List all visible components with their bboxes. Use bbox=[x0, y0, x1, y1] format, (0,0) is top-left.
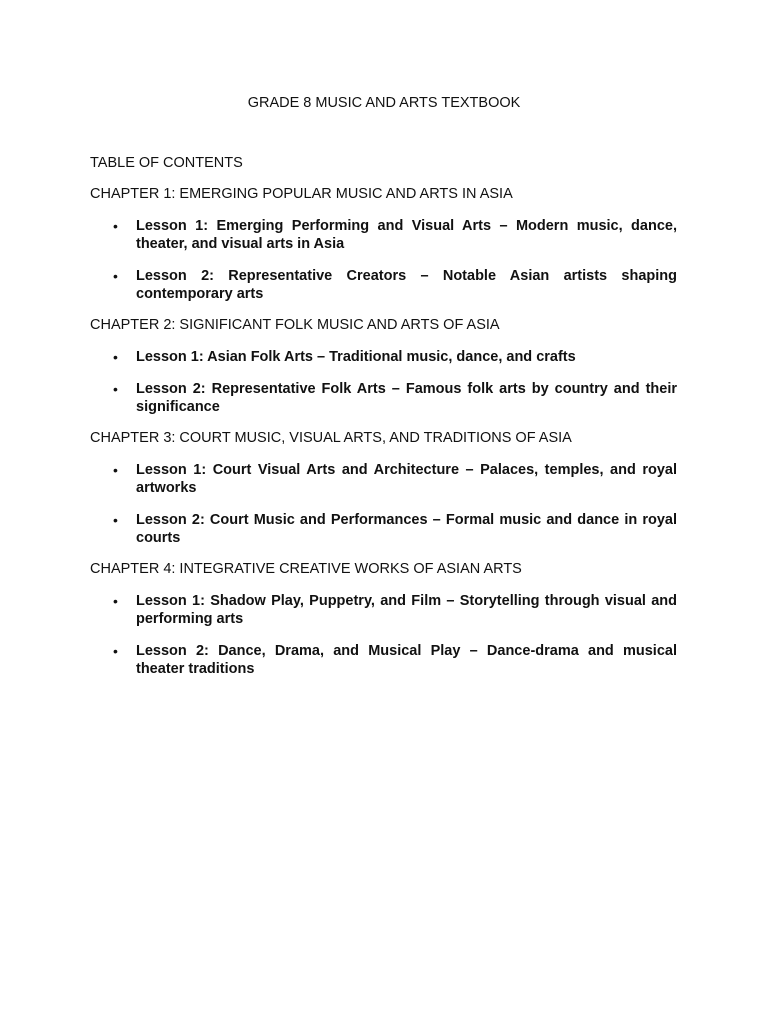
bullet-icon: • bbox=[113, 218, 118, 234]
bullet-icon: • bbox=[113, 381, 118, 397]
lesson-text: Lesson 1: Emerging Performing and Visual Arts – Modern music, dance, theater, and visual arts in Asia bbox=[136, 218, 677, 252]
lesson-list bbox=[90, 592, 677, 678]
chapter-4 bbox=[90, 561, 677, 678]
bullet-icon: • bbox=[113, 593, 118, 609]
chapter-1 bbox=[90, 186, 677, 303]
bullet-icon: • bbox=[113, 462, 118, 478]
lesson-item bbox=[90, 592, 677, 628]
bullet-icon: • bbox=[113, 349, 118, 365]
chapter-heading: CHAPTER 1: EMERGING POPULAR MUSIC AND ARTS IN ASIA bbox=[90, 186, 513, 202]
lesson-text: Lesson 1: Asian Folk Arts – Traditional music, dance, and crafts bbox=[136, 349, 576, 365]
lesson-text: Lesson 2: Dance, Drama, and Musical Play – Dance-drama and musical theater traditions bbox=[136, 643, 677, 677]
chapter-3 bbox=[90, 430, 677, 547]
lesson-item bbox=[90, 267, 677, 303]
lesson-item bbox=[90, 217, 677, 253]
chapter-heading: CHAPTER 3: COURT MUSIC, VISUAL ARTS, AND TRADITIONS OF ASIA bbox=[90, 430, 572, 446]
bullet-icon: • bbox=[113, 268, 118, 284]
lesson-text: Lesson 1: Shadow Play, Puppetry, and Film – Storytelling through visual and performing arts bbox=[136, 593, 677, 627]
lesson-item bbox=[90, 461, 677, 497]
lesson-item bbox=[90, 642, 677, 678]
lesson-text: Lesson 2: Representative Folk Arts – Famous folk arts by country and their significance bbox=[136, 381, 677, 415]
document-title: GRADE 8 MUSIC AND ARTS TEXTBOOK bbox=[247, 95, 521, 111]
toc-heading: TABLE OF CONTENTS bbox=[90, 155, 243, 171]
bullet-icon: • bbox=[113, 512, 118, 528]
table-of-contents bbox=[90, 155, 677, 692]
lesson-text: Lesson 2: Representative Creators – Notable Asian artists shaping contemporary arts bbox=[136, 268, 677, 302]
bullet-icon: • bbox=[113, 643, 118, 659]
lesson-text: Lesson 1: Court Visual Arts and Architecture – Palaces, temples, and royal artworks bbox=[136, 462, 677, 496]
lesson-list bbox=[90, 217, 677, 303]
lesson-item bbox=[90, 348, 677, 366]
lesson-item bbox=[90, 380, 677, 416]
lesson-text: Lesson 2: Court Music and Performances – Formal music and dance in royal courts bbox=[136, 512, 677, 546]
lesson-item bbox=[90, 511, 677, 547]
lesson-list bbox=[90, 461, 677, 547]
chapter-2 bbox=[90, 317, 677, 416]
chapter-heading: CHAPTER 4: INTEGRATIVE CREATIVE WORKS OF ASIAN ARTS bbox=[90, 561, 522, 577]
chapter-heading: CHAPTER 2: SIGNIFICANT FOLK MUSIC AND ARTS OF ASIA bbox=[90, 317, 500, 333]
lesson-list bbox=[90, 348, 677, 416]
